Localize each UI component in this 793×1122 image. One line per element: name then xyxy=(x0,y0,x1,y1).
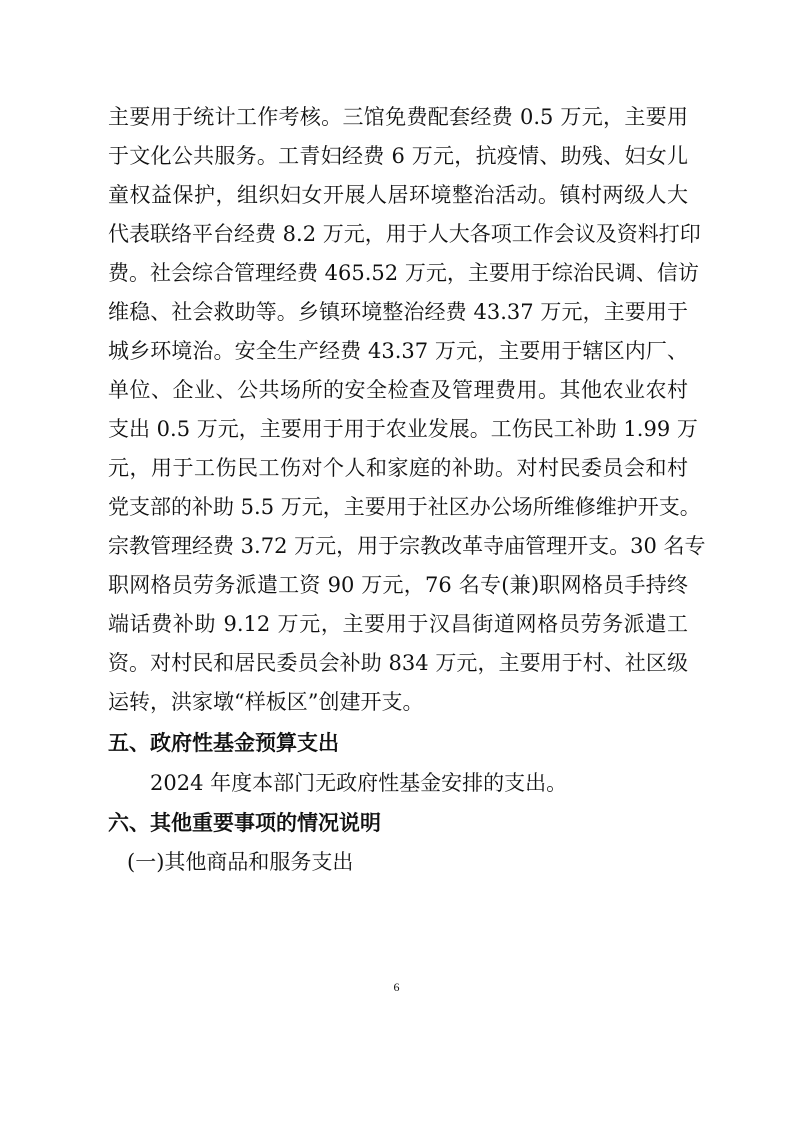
paragraph-line: 童权益保护，组织妇女开展人居环境整治活动。镇村两级人大 xyxy=(108,183,688,207)
section-text: 2024 年度本部门无政府性基金安排的支出。 xyxy=(150,771,568,795)
section-heading: 六、其他重要事项的情况说明 xyxy=(108,811,381,835)
paragraph-line: 单位、企业、公共场所的安全检查及管理费用。其他农业农村 xyxy=(108,378,688,402)
paragraph-line: 端话费补助 9.12 万元，主要用于汉昌街道网格员劳务派遣工 xyxy=(108,612,688,636)
paragraph-line: 元，用于工伤民工伤对个人和家庭的补助。对村民委员会和村 xyxy=(108,456,688,480)
paragraph-line: 职网格员劳务派遣工资 90 万元，76 名专(兼)职网格员手持终 xyxy=(108,573,688,597)
paragraph-line: 运转，洪家墩“样板区”创建开支。 xyxy=(108,690,424,714)
section-heading: 五、政府性基金预算支出 xyxy=(108,731,339,755)
sub-heading: (一)其他商品和服务支出 xyxy=(127,850,354,874)
paragraph-line: 宗教管理经费 3.72 万元，用于宗教改革寺庙管理开支。30 名专 xyxy=(108,534,706,558)
paragraph-line: 于文化公共服务。工青妇经费 6 万元，抗疫情、助残、妇女儿 xyxy=(108,144,688,168)
paragraph-line: 维稳、社会救助等。乡镇环境整治经费 43.37 万元，主要用于 xyxy=(108,300,688,324)
paragraph-line: 支出 0.5 万元，主要用于用于农业发展。工伤民工补助 1.99 万 xyxy=(108,417,698,441)
paragraph-line: 代表联络平台经费 8.2 万元，用于人大各项工作会议及资料打印 xyxy=(108,222,701,246)
paragraph-line: 资。对村民和居民委员会补助 834 万元，主要用于村、社区级 xyxy=(108,651,688,675)
page-number: 6 xyxy=(393,980,400,994)
paragraph-line: 城乡环境治。安全生产经费 43.37 万元，主要用于辖区内厂、 xyxy=(108,339,688,363)
paragraph-line: 主要用于统计工作考核。三馆免费配套经费 0.5 万元，主要用 xyxy=(108,105,688,129)
paragraph-line: 党支部的补助 5.5 万元，主要用于社区办公场所维修维护开支。 xyxy=(108,495,701,519)
paragraph-line: 费。社会综合管理经费 465.52 万元，主要用于综治民调、信访 xyxy=(108,261,699,285)
